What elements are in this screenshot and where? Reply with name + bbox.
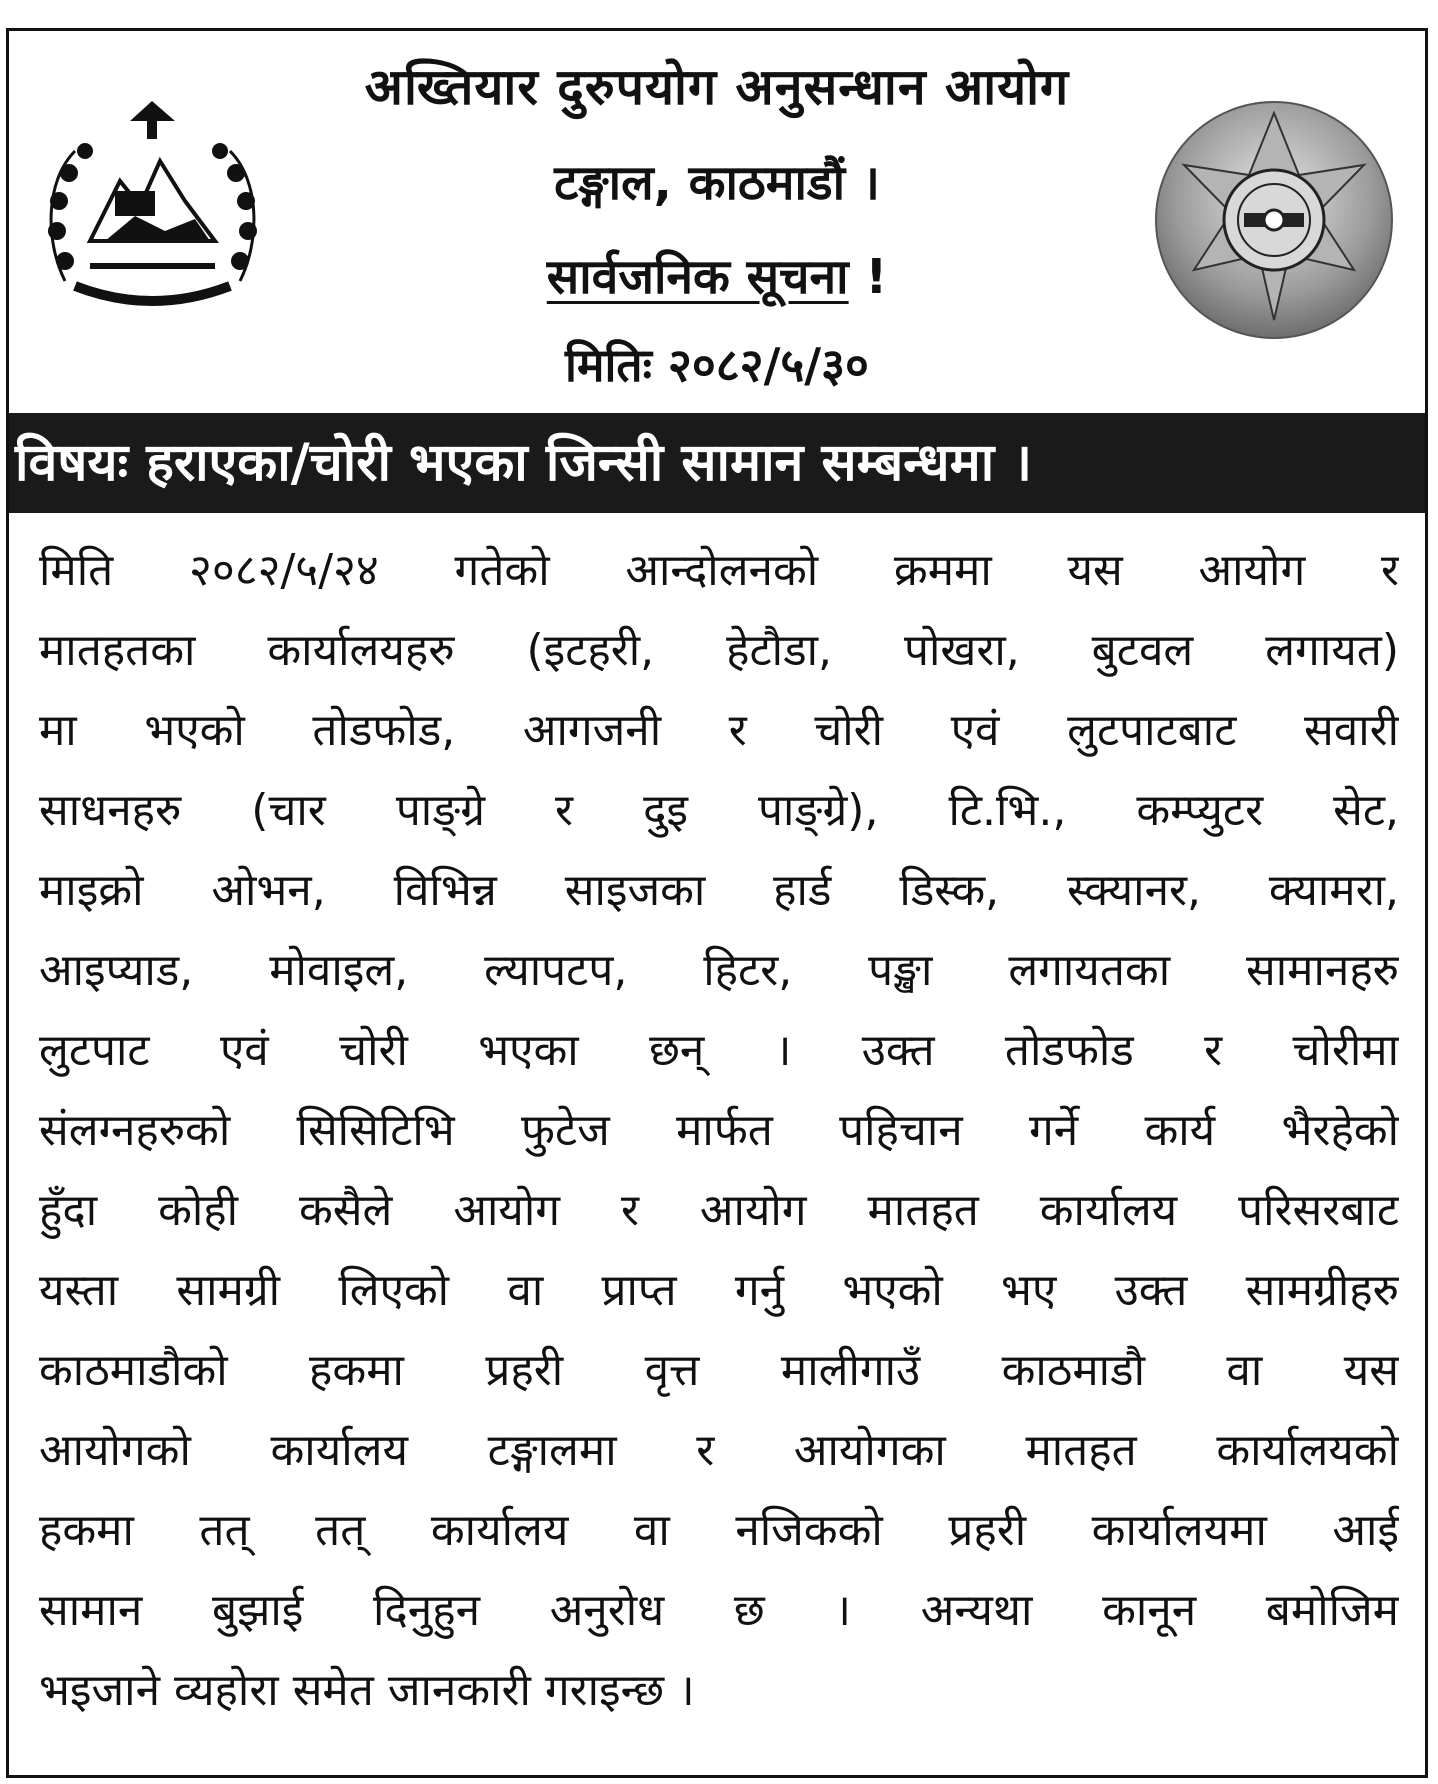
body-line: आइप्याड, मोवाइल, ल्यापटप, हिटर, पङ्खा लगायतका सामानहरु: [39, 945, 1399, 996]
body-line: मातहतका कार्यालयहरु (इटहरी, हेटौडा, पोखरा, बुटवल लगायत): [39, 625, 1399, 676]
notice-body: [39, 531, 1399, 1731]
subject-bar: विषयः हराएका/चोरी भएका जिन्सी सामान सम्बन्धमा ।: [9, 413, 1425, 513]
body-line: सामान बुझाई दिनुहुन अनुरोध छ । अन्यथा कानून बमोजिम: [39, 1585, 1399, 1636]
body-line: संलग्नहरुको सिसिटिभि फुटेज मार्फत पहिचान गर्ने कार्य भैरहेको: [39, 1105, 1399, 1156]
body-line: साधनहरु (चार पाङ्ग्रे र दुइ पाङ्ग्रे), टि.भि., कम्प्युटर सेट,: [39, 785, 1399, 836]
body-line: भइजाने व्यहोरा समेत जानकारी गराइन्छ ।: [39, 1665, 695, 1716]
notice-date: मितिः २०८२/५/३०: [565, 338, 869, 392]
body-line: काठमाडौको हकमा प्रहरी वृत्त मालीगाउँ काठमाडौ वा यस: [39, 1345, 1399, 1396]
notice-title-mark: !: [848, 249, 888, 305]
body-line: हकमा तत् तत् कार्यालय वा नजिकको प्रहरी कार्यालयमा आई: [39, 1505, 1399, 1556]
notice-header: [9, 31, 1425, 409]
notice-title: [9, 243, 1425, 308]
body-line: माइक्रो ओभन, विभिन्न साइजका हार्ड डिस्क, स्क्यानर, क्यामरा,: [39, 865, 1399, 916]
body-line: मा भएको तोडफोड, आगजनी र चोरी एवं लुटपाटबाट सवारी: [39, 705, 1399, 756]
body-line: आयोगको कार्यालय टङ्गालमा र आयोगका मातहत कार्यालयको: [39, 1425, 1399, 1476]
organization-name: अख्तियार दुरुपयोग अनुसन्धान आयोग: [364, 58, 1070, 116]
notice-title-text: सार्वजनिक सूचना: [546, 249, 849, 305]
body-line: लुटपाट एवं चोरी भएका छन् । उक्त तोडफोड र चोरीमा: [39, 1025, 1399, 1076]
body-line: यस्ता सामग्री लिएको वा प्राप्त गर्नु भएको भए उक्त सामग्रीहरु: [39, 1265, 1399, 1316]
organization-address: टङ्गाल, काठमाडौं ।: [554, 155, 880, 211]
notice-frame: [6, 28, 1428, 1778]
body-line: हुँदा कोही कसैले आयोग र आयोग मातहत कार्यालय परिसरबाट: [39, 1185, 1399, 1236]
body-line: मिति २०८२/५/२४ गतेको आन्दोलनको क्रममा यस आयोग र: [39, 545, 1399, 596]
